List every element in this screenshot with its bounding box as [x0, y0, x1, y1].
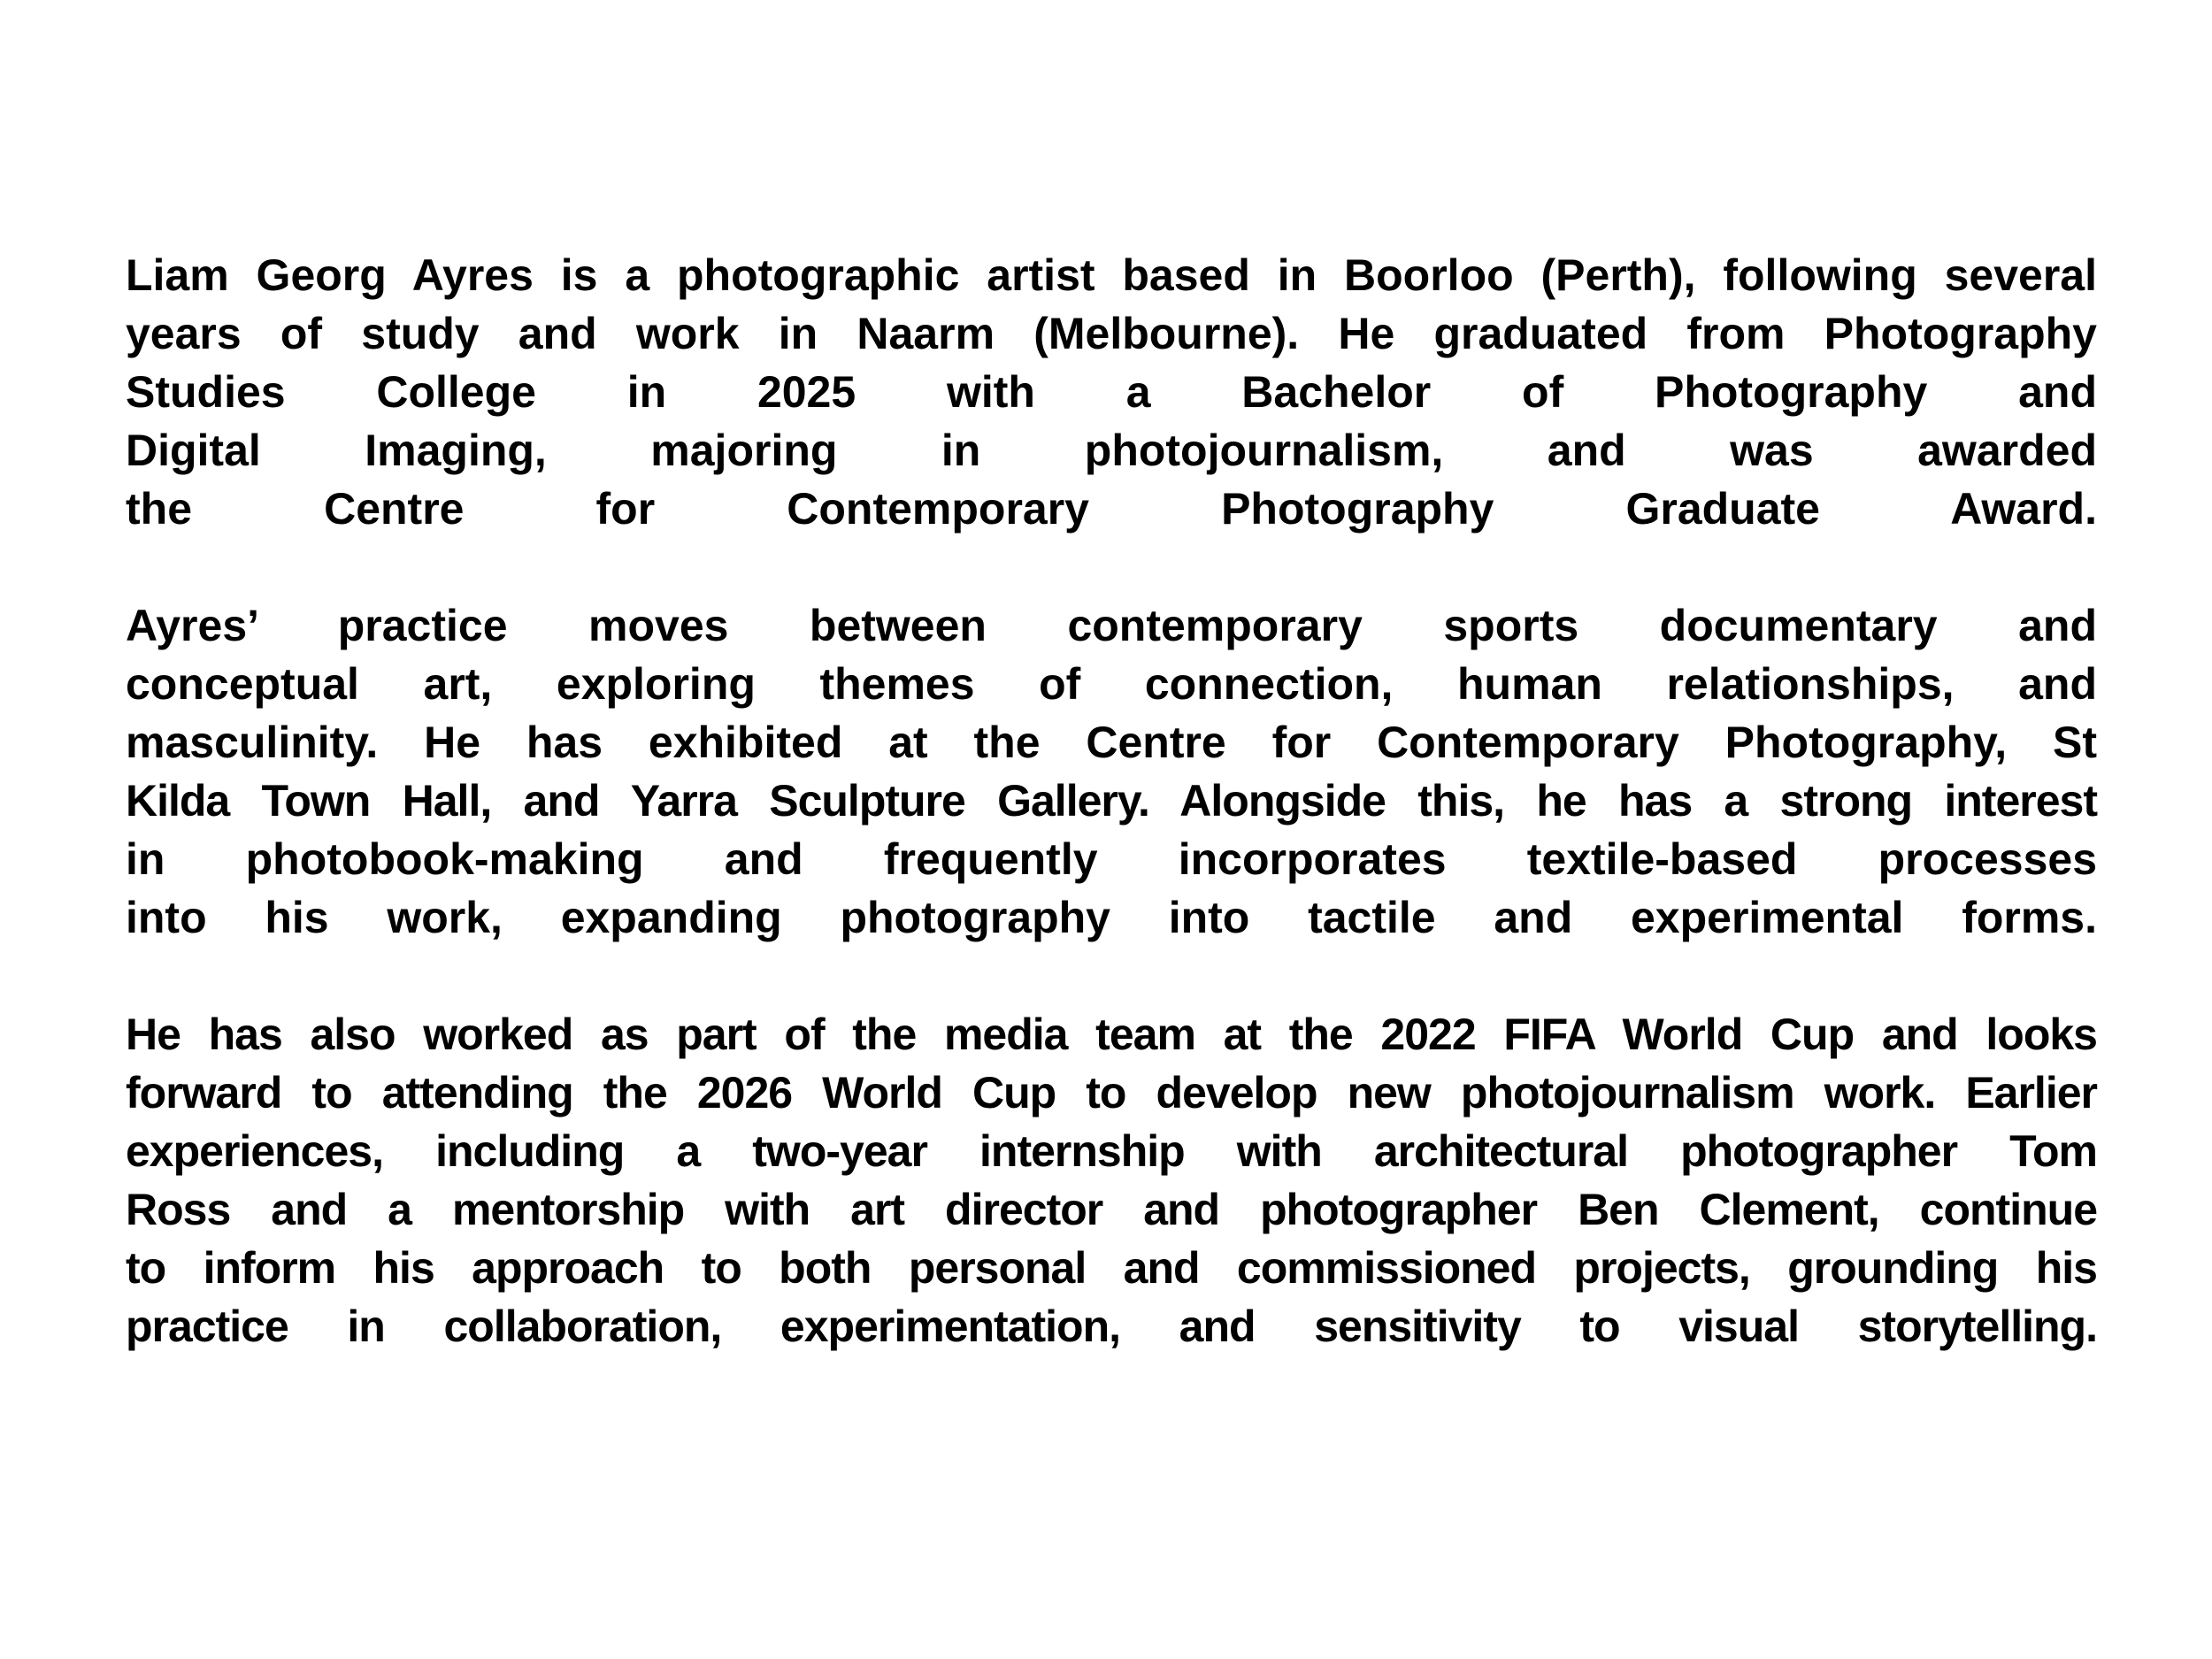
bio-paragraph-1	[126, 246, 2097, 538]
bio-line: into his work, expanding photography into tactile and experimental forms.	[126, 893, 2097, 942]
bio-line: forward to attending the 2026 World Cup to develop new photojournalism work. Earlier	[126, 1068, 2097, 1118]
bio-line: He has also worked as part of the media team at the 2022 FIFA World Cup and looks	[126, 1010, 2097, 1059]
bio-paragraph-2	[126, 596, 2097, 947]
bio-line: years of study and work in Naarm (Melbourne). He graduated from Photography	[126, 309, 2097, 358]
bio-line: conceptual art, exploring themes of connection, human relationships, and	[126, 659, 2097, 709]
bio-line: Ayres’ practice moves between contemporary sports documentary and	[126, 601, 2097, 650]
bio-line: practice in collaboration, experimentation, and sensitivity to visual storytelling.	[126, 1302, 2097, 1351]
bio-line: Liam Georg Ayres is a photographic artist based in Boorloo (Perth), following several	[126, 250, 2097, 300]
bio-line: experiences, including a two-year internship with architectural photographer Tom	[126, 1126, 2097, 1176]
bio-line: Digital Imaging, majoring in photojournalism, and was awarded	[126, 426, 2097, 475]
bio-line: to inform his approach to both personal and commissioned projects, grounding his	[126, 1243, 2097, 1293]
bio-line: Kilda Town Hall, and Yarra Sculpture Gallery. Alongside this, he has a strong interest	[126, 776, 2097, 826]
bio-line: in photobook-making and frequently incorporates textile-based processes	[126, 834, 2097, 884]
bio-line: masculinity. He has exhibited at the Centre for Contemporary Photography, St	[126, 718, 2097, 767]
bio-line: Ross and a mentorship with art director and photographer Ben Clement, continue	[126, 1185, 2097, 1234]
artist-bio	[126, 246, 2097, 1356]
bio-line: Studies College in 2025 with a Bachelor of Photography and	[126, 367, 2097, 417]
bio-paragraph-3	[126, 1005, 2097, 1356]
bio-line: the Centre for Contemporary Photography Graduate Award.	[126, 484, 2097, 534]
